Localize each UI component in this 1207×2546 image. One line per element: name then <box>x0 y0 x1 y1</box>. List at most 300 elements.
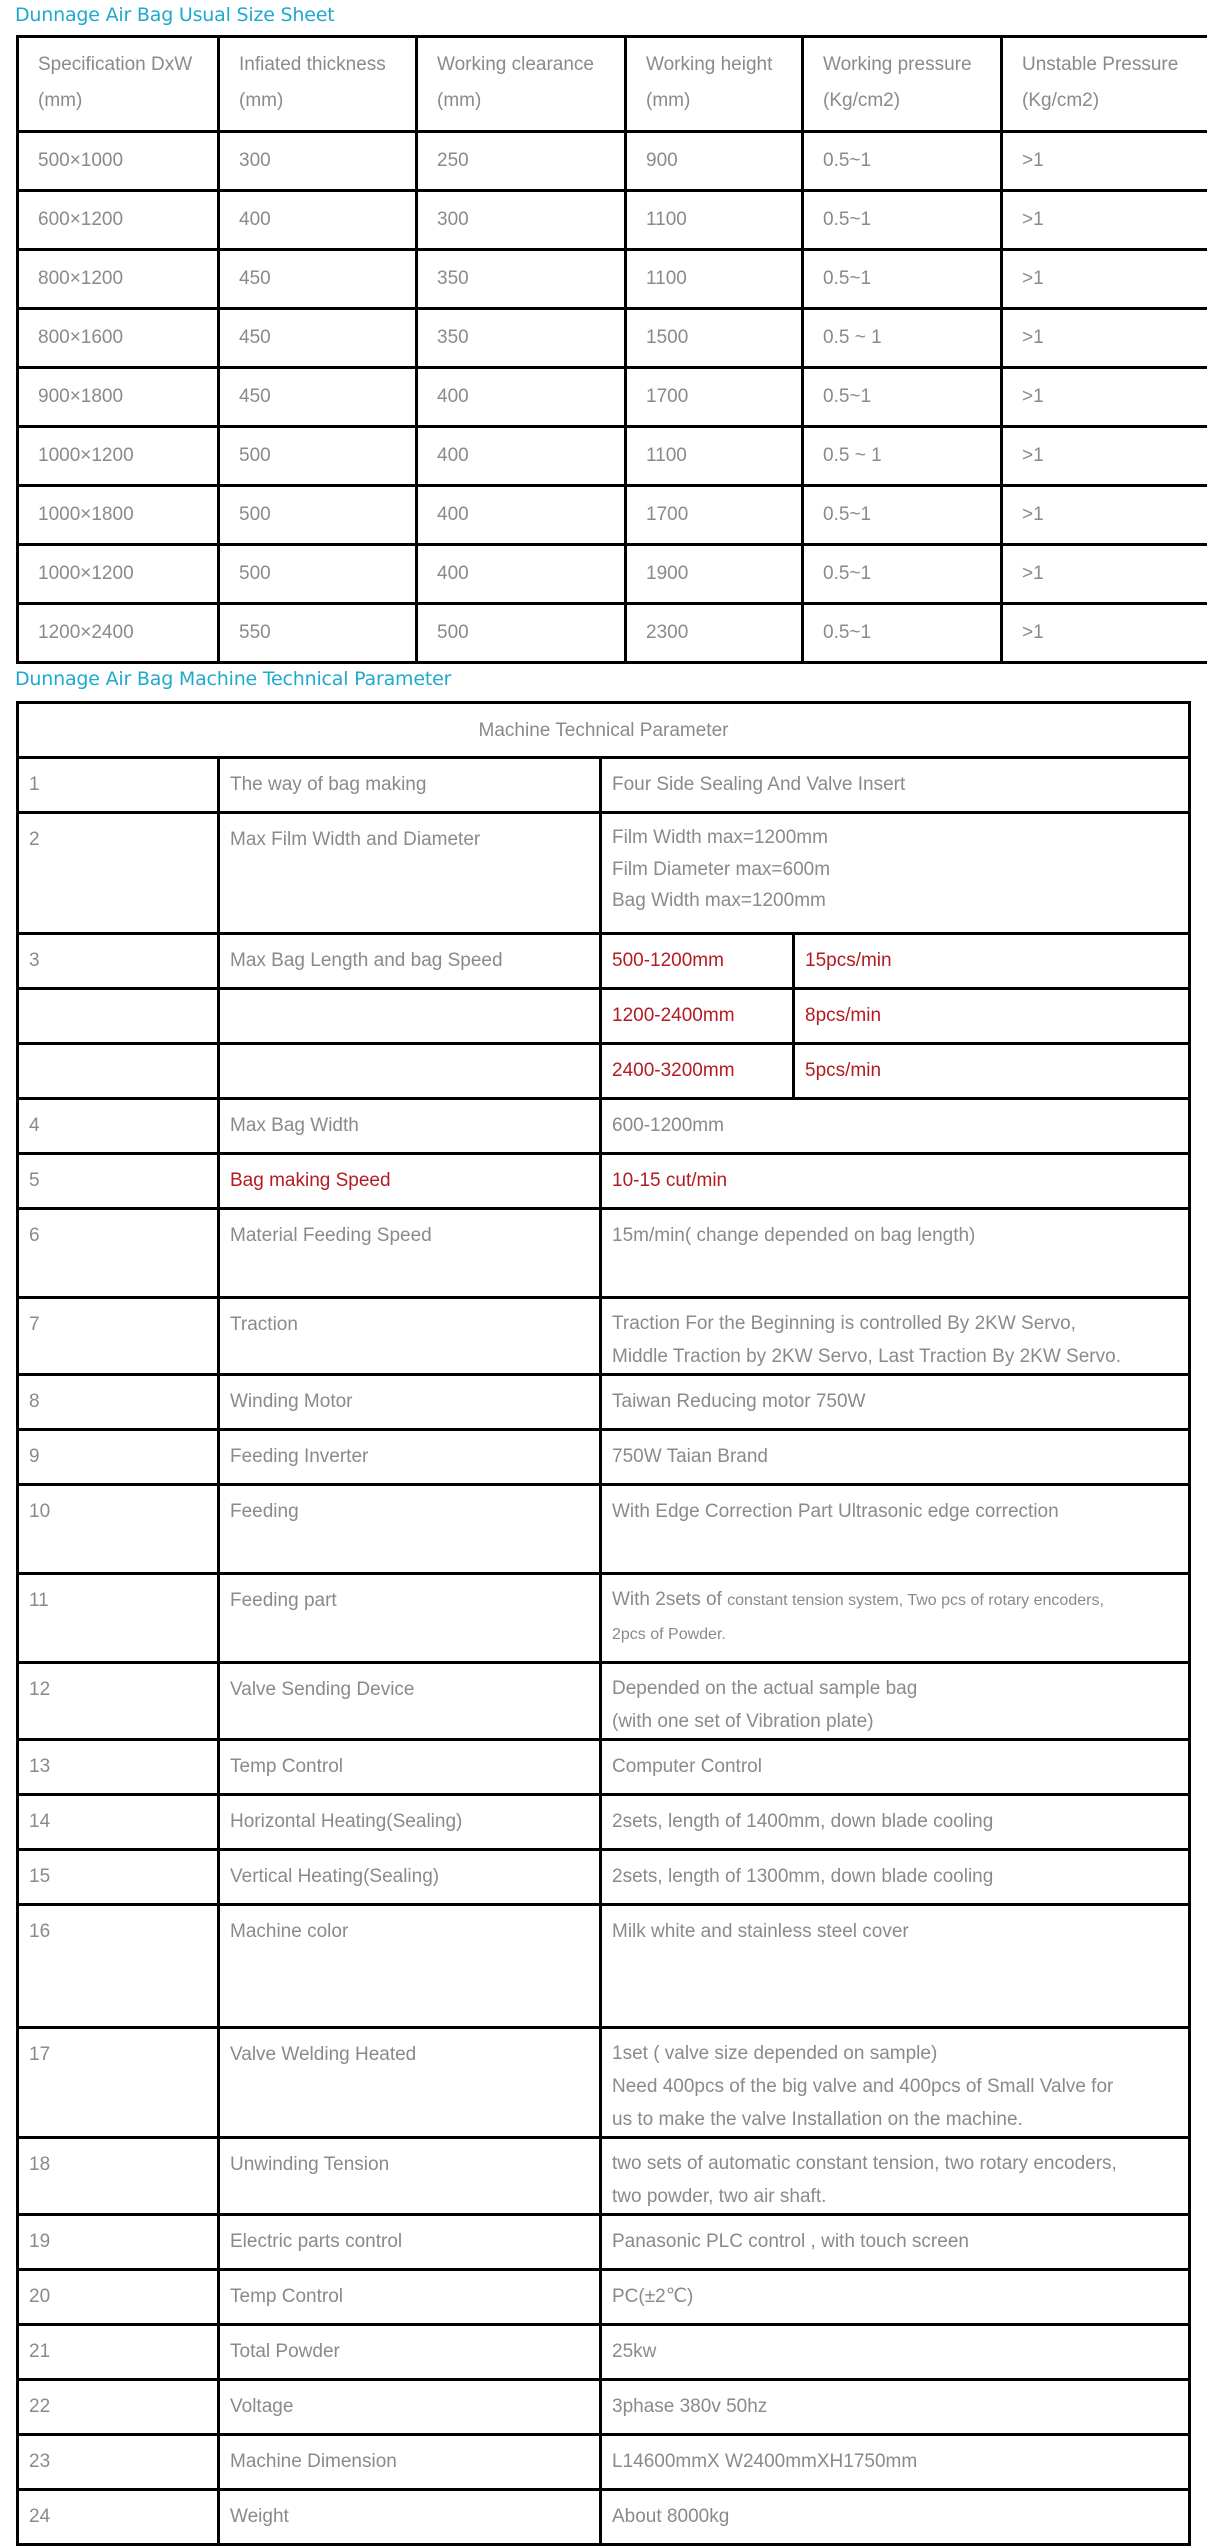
param-item: Voltage <box>220 2381 599 2425</box>
cell-value: 1900 <box>627 546 801 592</box>
param-item-cell <box>219 989 601 1044</box>
param-number: 19 <box>19 2216 217 2260</box>
param-row <box>18 1099 1190 1154</box>
param-value-line: L14600mmX W2400mmXH1750mm <box>612 2444 1180 2480</box>
size-sheet-table <box>16 35 1207 664</box>
param-row <box>18 2435 1190 2490</box>
param-row <box>18 1850 1190 1905</box>
size-sheet-row <box>18 545 1207 604</box>
column-header-label <box>418 38 624 119</box>
param-number-cell <box>18 1375 219 1430</box>
param-value-line: Middle Traction by 2KW Servo, Last Traction By 2KW Servo. <box>612 1340 1180 1373</box>
cell-value: 500 <box>220 546 415 592</box>
table-cell <box>803 191 1002 250</box>
machine-params-table <box>16 701 1191 2546</box>
param-value-cell <box>601 758 1190 813</box>
cell-value: 900 <box>627 133 801 179</box>
param-item-cell <box>219 2325 601 2380</box>
bag-speed-cell <box>794 934 1190 989</box>
param-item-cell <box>219 1298 601 1375</box>
param-row <box>18 758 1190 813</box>
param-number: 18 <box>19 2139 217 2183</box>
param-item-cell <box>219 2028 601 2138</box>
param-value-cell <box>601 2215 1190 2270</box>
param-number-cell <box>18 2325 219 2380</box>
param-value <box>602 1210 1188 1254</box>
table-cell <box>417 191 626 250</box>
param-value-line: About 8000kg <box>612 2499 1180 2535</box>
cell-value: >1 <box>1003 133 1207 179</box>
param-item: Horizontal Heating(Sealing) <box>220 1796 599 1840</box>
cell-value: 0.5~1 <box>804 133 1000 179</box>
param-row <box>18 989 1190 1044</box>
cell-value: 400 <box>418 369 624 415</box>
param-row <box>18 1375 1190 1430</box>
param-row <box>18 1044 1190 1099</box>
cell-value: 400 <box>220 192 415 238</box>
param-value <box>602 2139 1188 2213</box>
column-header <box>18 37 219 132</box>
param-value-cell <box>601 1740 1190 1795</box>
table-cell <box>18 427 219 486</box>
param-value <box>602 2326 1188 2370</box>
param-value <box>602 1796 1188 1840</box>
cell-value: 1500 <box>627 310 801 356</box>
param-value-cell <box>601 2138 1190 2215</box>
param-number-cell <box>18 2435 219 2490</box>
cell-value: >1 <box>1003 251 1207 297</box>
param-number: 11 <box>19 1575 217 1619</box>
param-value-cell <box>601 1154 1190 1209</box>
param-value <box>602 1851 1188 1895</box>
param-item: Bag making Speed <box>220 1155 599 1199</box>
param-value-cell <box>601 2325 1190 2380</box>
param-value-line: Panasonic PLC control , with touch screen <box>612 2224 1180 2260</box>
cell-value: 550 <box>220 605 415 651</box>
param-number: 13 <box>19 1741 217 1785</box>
param-number: 4 <box>19 1100 217 1144</box>
param-item-cell <box>219 758 601 813</box>
param-value-cell <box>601 2435 1190 2490</box>
param-item-cell <box>219 813 601 934</box>
param-number: 8 <box>19 1376 217 1420</box>
param-value-line: With Edge Correction Part Ultrasonic edge correction <box>612 1494 1180 1530</box>
size-sheet-title: Dunnage Air Bag Usual Size Sheet <box>15 4 334 26</box>
header-line-2: (mm) <box>437 83 624 119</box>
table-cell <box>219 191 417 250</box>
param-number: 1 <box>19 759 217 803</box>
param-value <box>602 759 1188 803</box>
cell-value: 0.5~1 <box>804 251 1000 297</box>
column-header-label <box>19 38 217 119</box>
table-cell <box>18 545 219 604</box>
cell-value: 800×1200 <box>19 251 217 297</box>
param-item-cell <box>219 2490 601 2545</box>
param-value-cell <box>601 1209 1190 1298</box>
param-row <box>18 1430 1190 1485</box>
bag-speed-cell <box>794 989 1190 1044</box>
cell-value: >1 <box>1003 310 1207 356</box>
param-item <box>220 1045 599 1053</box>
param-number: 16 <box>19 1906 217 1950</box>
table-cell <box>417 545 626 604</box>
param-row <box>18 1740 1190 1795</box>
param-item: Winding Motor <box>220 1376 599 1420</box>
param-value-cell <box>601 1099 1190 1154</box>
param-item-cell <box>219 1663 601 1740</box>
cell-value: 400 <box>418 428 624 474</box>
table-cell <box>626 250 803 309</box>
param-item: Weight <box>220 2491 599 2535</box>
param-number-cell <box>18 2270 219 2325</box>
cell-value: 0.5~1 <box>804 192 1000 238</box>
table-cell <box>219 368 417 427</box>
param-value-line: Film Width max=1200mm <box>612 822 1180 854</box>
cell-value: 400 <box>418 546 624 592</box>
table-cell <box>1002 250 1207 309</box>
table-cell <box>626 604 803 663</box>
table-cell <box>803 545 1002 604</box>
column-header <box>219 37 417 132</box>
table-cell <box>18 486 219 545</box>
param-value-line: Computer Control <box>612 1749 1180 1785</box>
size-sheet-row <box>18 368 1207 427</box>
param-row <box>18 813 1190 934</box>
param-number: 17 <box>19 2029 217 2073</box>
param-number-cell <box>18 2215 219 2270</box>
cell-value: >1 <box>1003 605 1207 651</box>
cell-value: 0.5~1 <box>804 487 1000 533</box>
cell-value: >1 <box>1003 369 1207 415</box>
table-cell <box>1002 545 1207 604</box>
cell-value: >1 <box>1003 546 1207 592</box>
param-value-cell <box>601 813 1190 934</box>
param-row <box>18 2380 1190 2435</box>
cell-value: 350 <box>418 251 624 297</box>
cell-value: 1100 <box>627 428 801 474</box>
cell-value: 0.5 ~ 1 <box>804 428 1000 474</box>
param-item: The way of bag making <box>220 759 599 803</box>
cell-value: 300 <box>220 133 415 179</box>
param-item: Unwinding Tension <box>220 2139 599 2183</box>
param-value <box>602 1575 1188 1651</box>
param-value <box>602 2216 1188 2260</box>
table-cell <box>417 309 626 368</box>
table-cell <box>417 486 626 545</box>
param-value-line: Need 400pcs of the big valve and 400pcs of Small Valve for <box>612 2070 1180 2103</box>
cell-value: 250 <box>418 133 624 179</box>
param-number-cell <box>18 1044 219 1099</box>
param-number-cell <box>18 1850 219 1905</box>
bag-length: 500-1200mm <box>602 935 792 979</box>
param-item: Temp Control <box>220 1741 599 1785</box>
param-value-line: 10-15 cut/min <box>612 1163 1180 1199</box>
table-cell <box>803 250 1002 309</box>
bag-length: 2400-3200mm <box>602 1045 792 1089</box>
param-value-line: Taiwan Reducing motor 750W <box>612 1384 1180 1420</box>
cell-value: >1 <box>1003 192 1207 238</box>
param-value-line: Traction For the Beginning is controlled By 2KW Servo, <box>612 1307 1180 1340</box>
param-item: Temp Control <box>220 2271 599 2315</box>
param-item <box>220 990 599 998</box>
param-number-cell <box>18 1099 219 1154</box>
param-item-cell <box>219 1574 601 1663</box>
param-value-line: two sets of automatic constant tension, two rotary encoders, <box>612 2147 1180 2180</box>
param-item: Max Bag Length and bag Speed <box>220 935 599 979</box>
param-number: 6 <box>19 1210 217 1254</box>
table-cell <box>18 368 219 427</box>
cell-value: >1 <box>1003 428 1207 474</box>
param-number-cell <box>18 934 219 989</box>
size-sheet-row <box>18 250 1207 309</box>
table-cell <box>1002 309 1207 368</box>
param-value-line: 600-1200mm <box>612 1108 1180 1144</box>
param-item-cell <box>219 2215 601 2270</box>
param-value-cell <box>601 1485 1190 1574</box>
table-cell <box>18 132 219 191</box>
param-number-cell <box>18 989 219 1044</box>
param-item: Electric parts control <box>220 2216 599 2260</box>
param-row <box>18 1663 1190 1740</box>
value-detail-2: 2pcs of Powder. <box>612 1626 726 1643</box>
param-number-cell <box>18 2490 219 2545</box>
param-value <box>602 1486 1188 1530</box>
param-item-cell <box>219 1209 601 1298</box>
param-number-cell <box>18 1905 219 2028</box>
table-cell <box>803 486 1002 545</box>
table-cell <box>219 427 417 486</box>
param-item-cell <box>219 1740 601 1795</box>
size-sheet-row <box>18 427 1207 486</box>
param-item: Feeding <box>220 1486 599 1530</box>
value-detail: constant tension system, Two pcs of rotary encoders, <box>727 1592 1104 1609</box>
param-item: Traction <box>220 1299 599 1343</box>
param-number: 3 <box>19 935 217 979</box>
cell-value: 1000×1800 <box>19 487 217 533</box>
size-sheet-row <box>18 486 1207 545</box>
bag-speed: 15pcs/min <box>795 935 1188 979</box>
param-value-line: PC(±2℃) <box>612 2279 1180 2315</box>
table-cell <box>219 132 417 191</box>
cell-value: 1700 <box>627 369 801 415</box>
size-sheet-row <box>18 604 1207 663</box>
param-row <box>18 1905 1190 2028</box>
param-number-cell <box>18 1298 219 1375</box>
params-header-row <box>18 703 1190 758</box>
param-item: Machine Dimension <box>220 2436 599 2480</box>
param-item-cell <box>219 1044 601 1099</box>
param-row <box>18 1209 1190 1298</box>
param-value-cell <box>601 1375 1190 1430</box>
param-item-cell <box>219 1099 601 1154</box>
cell-value: 600×1200 <box>19 192 217 238</box>
param-value-line: 2sets, length of 1300mm, down blade cooling <box>612 1859 1180 1895</box>
param-number: 7 <box>19 1299 217 1343</box>
param-number <box>19 990 217 998</box>
header-line-2: (mm) <box>646 83 801 119</box>
param-value-line: 15m/min( change depended on bag length) <box>612 1218 1180 1254</box>
param-item: Feeding part <box>220 1575 599 1619</box>
value-lead: With 2sets of <box>612 1589 722 1610</box>
bag-speed: 8pcs/min <box>795 990 1188 1034</box>
size-sheet-header-row <box>18 37 1207 132</box>
param-item: Max Film Width and Diameter <box>220 814 599 858</box>
header-line-1: Unstable Pressure <box>1022 47 1207 83</box>
param-number: 22 <box>19 2381 217 2425</box>
header-line-1: Working pressure <box>823 47 1000 83</box>
param-value-cell <box>601 2028 1190 2138</box>
table-cell <box>803 132 1002 191</box>
table-cell <box>18 604 219 663</box>
table-cell <box>417 604 626 663</box>
param-value <box>602 814 1188 917</box>
param-item-cell <box>219 2138 601 2215</box>
machine-params-title: Dunnage Air Bag Machine Technical Parameter <box>15 668 451 690</box>
cell-value: 300 <box>418 192 624 238</box>
param-number: 5 <box>19 1155 217 1199</box>
param-value-line: Milk white and stainless steel cover <box>612 1914 1180 1950</box>
param-value <box>602 1376 1188 1420</box>
param-value-cell <box>601 1905 1190 2028</box>
header-line-2: (Kg/cm2) <box>823 83 1000 119</box>
param-item: Machine color <box>220 1906 599 1950</box>
param-item: Total Powder <box>220 2326 599 2370</box>
param-value-line: Four Side Sealing And Valve Insert <box>612 767 1180 803</box>
param-value <box>602 1155 1188 1199</box>
param-item-cell <box>219 1375 601 1430</box>
table-cell <box>417 250 626 309</box>
cell-value: 500 <box>220 487 415 533</box>
param-value <box>602 2491 1188 2535</box>
param-item: Valve Welding Heated <box>220 2029 599 2073</box>
cell-value: 500×1000 <box>19 133 217 179</box>
param-row <box>18 1485 1190 1574</box>
param-row <box>18 2490 1190 2545</box>
bag-speed: 5pcs/min <box>795 1045 1188 1089</box>
cell-value: 500 <box>418 605 624 651</box>
param-number-cell <box>18 1574 219 1663</box>
table-cell <box>18 309 219 368</box>
param-value <box>602 1741 1188 1785</box>
header-line-2: (mm) <box>239 83 415 119</box>
table-cell <box>803 368 1002 427</box>
header-line-1: Working height <box>646 47 801 83</box>
table-cell <box>803 309 1002 368</box>
table-cell <box>417 368 626 427</box>
table-cell <box>18 250 219 309</box>
table-cell <box>626 368 803 427</box>
param-value <box>602 2436 1188 2480</box>
cell-value: 0.5~1 <box>804 605 1000 651</box>
param-item-cell <box>219 2270 601 2325</box>
param-value-cell <box>601 2380 1190 2435</box>
param-item: Material Feeding Speed <box>220 1210 599 1254</box>
cell-value: 1100 <box>627 192 801 238</box>
param-value-cell <box>601 2270 1190 2325</box>
table-cell <box>417 427 626 486</box>
column-header-label <box>804 38 1000 119</box>
param-item-cell <box>219 1850 601 1905</box>
table-cell <box>1002 486 1207 545</box>
cell-value: 900×1800 <box>19 369 217 415</box>
cell-value: 350 <box>418 310 624 356</box>
header-line-1: Infiated thickness <box>239 47 415 83</box>
column-header <box>417 37 626 132</box>
param-value <box>602 1664 1188 1738</box>
cell-value: 450 <box>220 369 415 415</box>
param-value <box>602 1906 1188 1950</box>
param-value-line: 1set ( valve size depended on sample) <box>612 2037 1180 2070</box>
param-item-cell <box>219 1905 601 2028</box>
param-value-line: two powder, two air shaft. <box>612 2180 1180 2213</box>
param-row <box>18 2325 1190 2380</box>
column-header-label <box>627 38 801 119</box>
param-row <box>18 1298 1190 1375</box>
param-item-cell <box>219 2435 601 2490</box>
table-cell <box>626 309 803 368</box>
cell-value: 400 <box>418 487 624 533</box>
param-number-cell <box>18 1430 219 1485</box>
table-cell <box>626 132 803 191</box>
param-item: Feeding Inverter <box>220 1431 599 1475</box>
param-value-cell <box>601 1430 1190 1485</box>
param-row <box>18 1795 1190 1850</box>
param-value-line: Film Diameter max=600m <box>612 854 1180 886</box>
bag-length-cell <box>601 1044 794 1099</box>
param-number: 10 <box>19 1486 217 1530</box>
param-row <box>18 2028 1190 2138</box>
param-item-cell <box>219 934 601 989</box>
param-item-cell <box>219 1485 601 1574</box>
param-number-cell <box>18 2380 219 2435</box>
size-sheet-row <box>18 309 1207 368</box>
column-header <box>803 37 1002 132</box>
param-item: Valve Sending Device <box>220 1664 599 1708</box>
param-number: 15 <box>19 1851 217 1895</box>
table-cell <box>803 604 1002 663</box>
param-value-cell <box>601 1663 1190 1740</box>
param-value-line: Bag Width max=1200mm <box>612 885 1180 917</box>
param-value-cell <box>601 2490 1190 2545</box>
table-cell <box>219 486 417 545</box>
param-item-cell <box>219 2380 601 2435</box>
param-value-line: 25kw <box>612 2334 1180 2370</box>
table-cell <box>417 132 626 191</box>
table-cell <box>219 604 417 663</box>
size-sheet-row <box>18 132 1207 191</box>
header-line-2: (mm) <box>38 83 217 119</box>
table-cell <box>1002 427 1207 486</box>
param-row <box>18 1154 1190 1209</box>
cell-value: 1700 <box>627 487 801 533</box>
cell-value: 1100 <box>627 251 801 297</box>
param-item: Vertical Heating(Sealing) <box>220 1851 599 1895</box>
param-item: Max Bag Width <box>220 1100 599 1144</box>
param-number: 20 <box>19 2271 217 2315</box>
param-number-cell <box>18 1209 219 1298</box>
param-value-line: 2sets, length of 1400mm, down blade cooling <box>612 1804 1180 1840</box>
param-number-cell <box>18 1795 219 1850</box>
table-cell <box>1002 604 1207 663</box>
table-cell <box>1002 132 1207 191</box>
param-value <box>602 1431 1188 1475</box>
cell-value: 0.5~1 <box>804 546 1000 592</box>
cell-value: 450 <box>220 251 415 297</box>
column-header-label <box>220 38 415 119</box>
param-number-cell <box>18 1663 219 1740</box>
bag-length: 1200-2400mm <box>602 990 792 1034</box>
param-value-cell <box>601 1298 1190 1375</box>
